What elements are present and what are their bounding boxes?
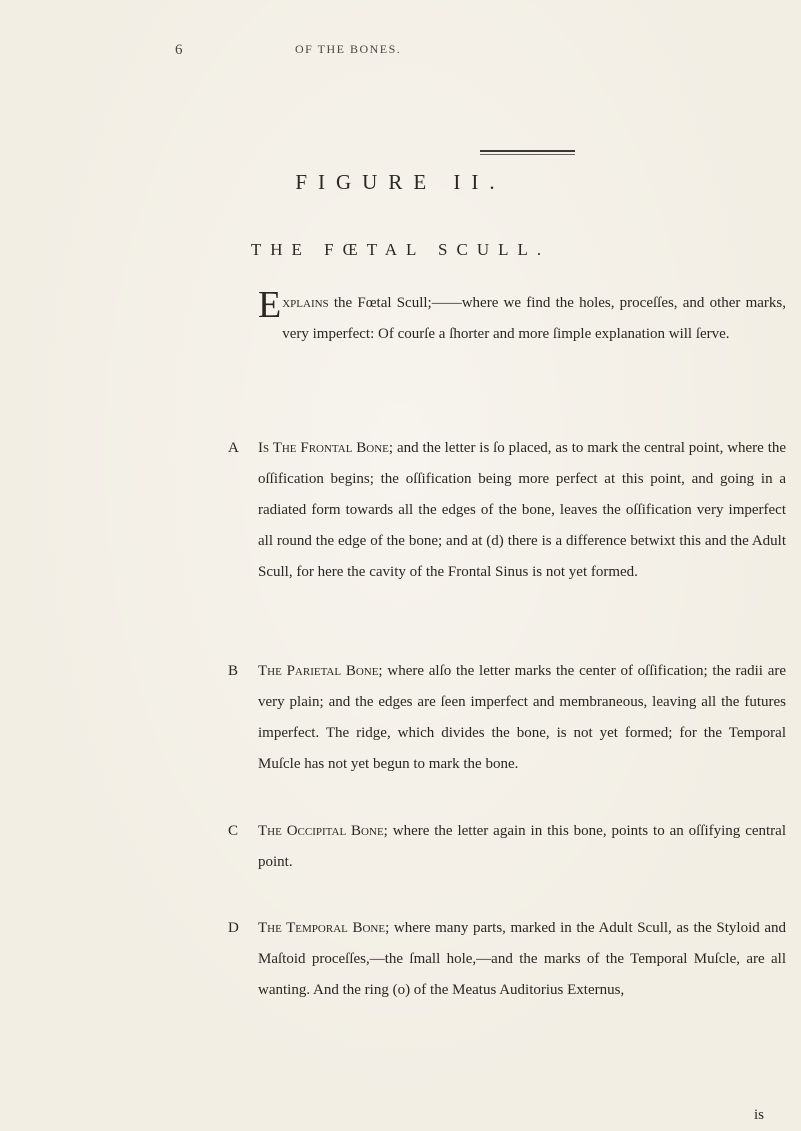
figure-title: FIGURE II. — [295, 170, 506, 194]
page-number: 6 — [175, 42, 184, 58]
entry-body: and the letter is ſo placed, as to mark the central point, where the oſſification begins; the oſſification being more perfect at this point, and going in a radiated form towards all the edges of the bone, leaves the oſſification very imperfect all round the edge of the bone; and at (d) there is a difference betwixt this and the Adult Scull, for here the cavity of the Frontal Sinus is not yet formed. — [258, 440, 787, 580]
entry-heading: The Temporal Bone; — [258, 920, 390, 936]
entry-heading: The Occipital Bone; — [258, 823, 388, 839]
ornamental-rule — [480, 150, 575, 152]
entry-text — [258, 433, 786, 588]
catchword: is — [754, 1107, 765, 1123]
intro-text: the Fœtal Scull;——where we find the holes, proceſſes, and other marks, very imperfect: Of courſe a ſhorter and more ſimple explanation will ſerve. — [282, 295, 786, 342]
running-head-title: OF THE BONES. — [295, 42, 402, 56]
entry-c — [228, 816, 786, 878]
ornamental-rule-thin — [480, 154, 575, 155]
entry-letter: B — [228, 663, 239, 679]
entry-heading: Is The Frontal Bone; — [258, 440, 394, 456]
entry-a — [228, 433, 787, 588]
entry-b — [228, 656, 787, 780]
entry-heading: The Parietal Bone; — [258, 663, 383, 679]
entry-body: where the letter again in this bone, points to an oſſifying central point. — [258, 823, 786, 870]
entry-d — [228, 913, 786, 1006]
drop-cap: E — [258, 284, 282, 326]
intro-lead-word: xplains — [282, 295, 329, 311]
entry-letter: A — [228, 440, 239, 456]
intro-paragraph — [258, 284, 786, 350]
entry-body: where alſo the letter marks the center of oſſification; the radii are very plain; and the edges are ſeen imperfect and membraneous, leaving all the futures imperfect. The ridge, which divides the bone, is not yet formed; for the Temporal Muſcle has not yet begun to mark the bone. — [258, 663, 787, 772]
section-title: THE FŒTAL SCULL. — [250, 240, 551, 259]
running-head — [175, 42, 635, 62]
entry-text — [258, 913, 786, 1006]
entry-letter: D — [228, 920, 239, 936]
entry-letter: C — [228, 823, 239, 839]
entry-text — [258, 816, 786, 878]
entry-body: where many parts, marked in the Adult Scull, as the Styloid and Maſtoid proceſſes,—the ſmall hole,—and the marks of the Temporal Muſcle, are all wanting. And the ring (o) of the Meatus Auditorius Externus, — [258, 920, 786, 998]
entry-text — [258, 656, 786, 780]
